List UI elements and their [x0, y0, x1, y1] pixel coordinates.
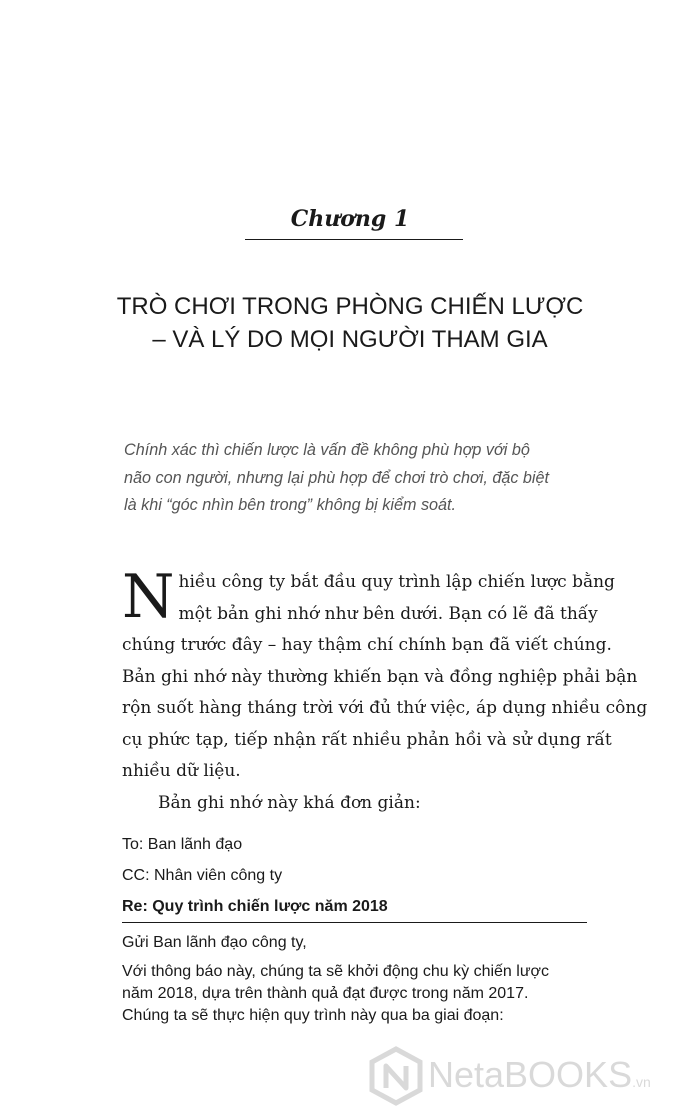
chapter-title-line-2: – VÀ LÝ DO MỌI NGƯỜI THAM GIA [152, 326, 548, 353]
body-line-5: rộn suốt hàng tháng trời với đủ thứ việc, áp dụng nhiều công [122, 698, 648, 718]
watermark-text [428, 1054, 651, 1096]
chapter-title [0, 290, 700, 356]
memo-line-2: năm 2018, dựa trên thành quả đạt được trong năm 2017. [122, 985, 529, 1002]
watermark-logo [366, 1040, 696, 1110]
memo-divider [122, 922, 587, 923]
memo-body [122, 932, 587, 1034]
chapter-title-line-1: TRÒ CHƠI TRONG PHÒNG CHIẾN LƯỢC [116, 293, 584, 320]
memo-line-3: Chúng ta sẽ thực hiện quy trình này qua ba giai đoạn: [122, 1007, 504, 1024]
chapter-underline [245, 239, 463, 240]
body-paragraph [122, 562, 648, 788]
watermark-brand: NetaBOOKS [428, 1054, 633, 1095]
epigraph-line-3: là khi “góc nhìn bên trong” không bị kiểm soát. [124, 496, 457, 514]
drop-cap: N [122, 562, 175, 632]
body-line-1: hiều công ty bắt đầu quy trình lập chiến lược bằng [178, 572, 615, 592]
epigraph-line-2: não con người, nhưng lại phù hợp để chơi trò chơi, đặc biệt [124, 468, 550, 487]
memo-to: To: Ban lãnh đạo [122, 836, 243, 853]
body-line-4: Bản ghi nhớ này thường khiến bạn và đồng nghiệp phải bận [122, 666, 638, 687]
netabooks-logo-icon [366, 1046, 426, 1106]
memo-cc: CC: Nhân viên công ty [122, 867, 283, 884]
memo-paragraph [122, 961, 587, 1027]
watermark-suffix: .vn [632, 1074, 651, 1090]
memo-greeting: Gửi Ban lãnh đạo công ty, [122, 934, 307, 951]
epigraph-line-1: Chính xác thì chiến lược là vấn đề không phù hợp với bộ [124, 441, 530, 459]
body-line-6: cụ phức tạp, tiếp nhận rất nhiều phản hồi và sử dụng rất [122, 729, 612, 750]
body-line-2: một bản ghi nhớ như bên dưới. Bạn có lẽ đã thấy [178, 603, 598, 624]
epigraph [124, 437, 564, 520]
body-line-3: chúng trước đây – hay thậm chí chính bạn đã viết chúng. [122, 635, 612, 655]
memo-line-1: Với thông báo này, chúng ta sẽ khởi động chu kỳ chiến lược [122, 963, 550, 980]
body-paragraph-2: Bản ghi nhớ này khá đơn giản: [158, 793, 421, 813]
chapter-label: Chương 1 [290, 206, 410, 232]
memo-subject: Re: Quy trình chiến lược năm 2018 [122, 898, 388, 915]
body-line-7: nhiều dữ liệu. [122, 761, 241, 781]
